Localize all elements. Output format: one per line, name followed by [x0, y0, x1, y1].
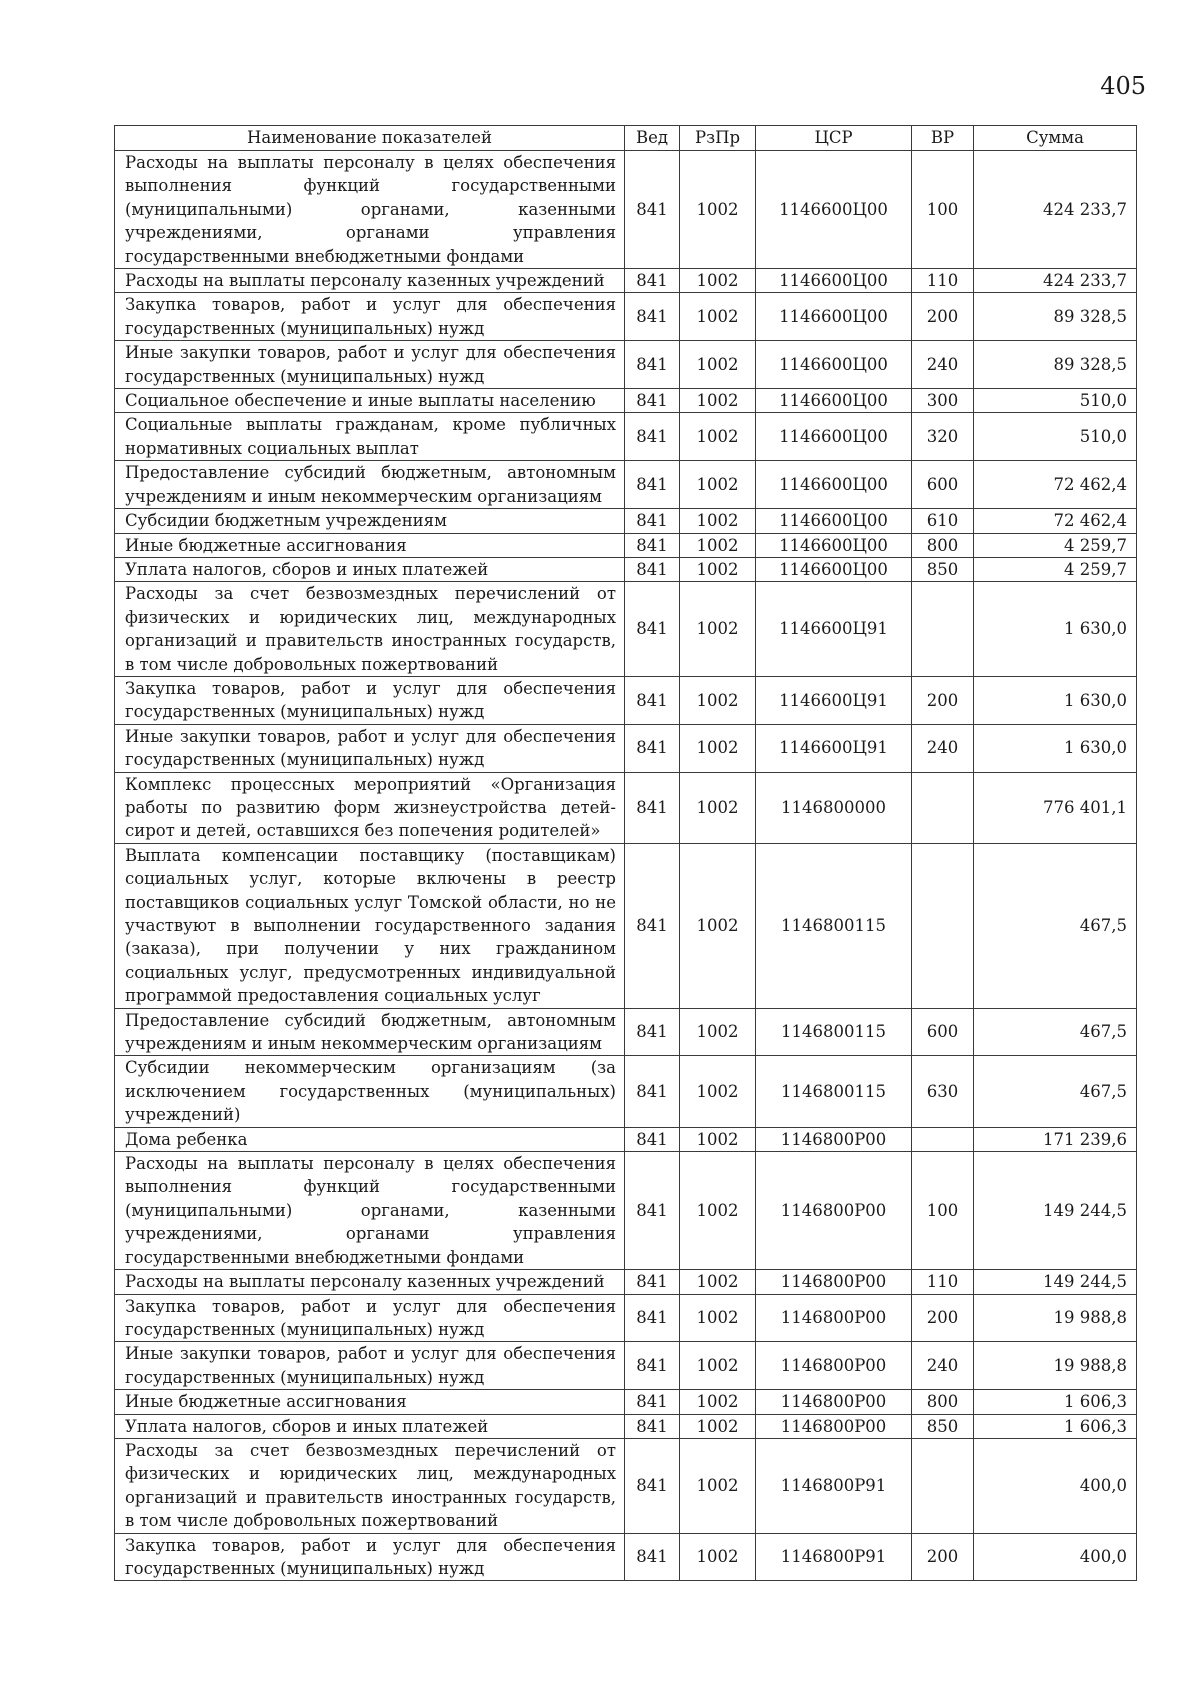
- cell-sum: 89 328,5: [974, 341, 1137, 389]
- cell-name: Иные закупки товаров, работ и услуг для обеспечения государственных (муниципальных) нужд: [115, 341, 625, 389]
- cell-sum: 776 401,1: [974, 772, 1137, 843]
- cell-sum: 149 244,5: [974, 1152, 1137, 1270]
- cell-rzpr: 1002: [680, 1533, 756, 1581]
- table-row: [115, 843, 1137, 1008]
- cell-name: Расходы на выплаты персоналу казенных учреждений: [115, 269, 625, 293]
- cell-ved: 841: [625, 843, 680, 1008]
- cell-rzpr: 1002: [680, 151, 756, 269]
- cell-vr: 240: [912, 341, 974, 389]
- cell-vr: 600: [912, 1008, 974, 1056]
- cell-csr: 1146600Ц00: [756, 269, 912, 293]
- table-row: [115, 1342, 1137, 1390]
- cell-name: Иные бюджетные ассигнования: [115, 533, 625, 557]
- cell-name: Закупка товаров, работ и услуг для обеспечения государственных (муниципальных) нужд: [115, 676, 625, 724]
- cell-vr: 240: [912, 724, 974, 772]
- cell-sum: 400,0: [974, 1438, 1137, 1533]
- table-row: [115, 582, 1137, 677]
- cell-sum: 510,0: [974, 389, 1137, 413]
- cell-rzpr: 1002: [680, 1294, 756, 1342]
- cell-csr: 1146600Ц00: [756, 151, 912, 269]
- cell-csr: 1146600Ц00: [756, 389, 912, 413]
- cell-sum: 424 233,7: [974, 269, 1137, 293]
- cell-rzpr: 1002: [680, 1152, 756, 1270]
- table-row: [115, 293, 1137, 341]
- cell-ved: 841: [625, 724, 680, 772]
- cell-vr: 100: [912, 151, 974, 269]
- cell-sum: 149 244,5: [974, 1270, 1137, 1294]
- cell-csr: 1146600Ц00: [756, 413, 912, 461]
- cell-name: Субсидии бюджетным учреждениям: [115, 509, 625, 533]
- cell-rzpr: 1002: [680, 582, 756, 677]
- cell-name: Закупка товаров, работ и услуг для обеспечения государственных (муниципальных) нужд: [115, 293, 625, 341]
- cell-csr: 1146800000: [756, 772, 912, 843]
- cell-sum: 467,5: [974, 1056, 1137, 1127]
- cell-rzpr: 1002: [680, 509, 756, 533]
- cell-name: Закупка товаров, работ и услуг для обеспечения государственных (муниципальных) нужд: [115, 1294, 625, 1342]
- cell-ved: 841: [625, 557, 680, 581]
- cell-csr: 1146800115: [756, 1056, 912, 1127]
- cell-sum: 1 630,0: [974, 582, 1137, 677]
- cell-name: Иные закупки товаров, работ и услуг для обеспечения государственных (муниципальных) нужд: [115, 724, 625, 772]
- cell-vr: 300: [912, 389, 974, 413]
- table-row: [115, 1056, 1137, 1127]
- table-body: [115, 151, 1137, 1581]
- table-row: [115, 341, 1137, 389]
- table-row: [115, 772, 1137, 843]
- cell-name: Расходы на выплаты персоналу в целях обеспечения выполнения функций государственными (муниципальными) органами, казенными учреждениями, органами управления государственными внебюджетными фондами: [115, 1152, 625, 1270]
- cell-csr: 1146600Ц00: [756, 341, 912, 389]
- table-row: [115, 1438, 1137, 1533]
- cell-sum: 467,5: [974, 1008, 1137, 1056]
- table-row: [115, 724, 1137, 772]
- cell-ved: 841: [625, 1294, 680, 1342]
- cell-sum: 72 462,4: [974, 461, 1137, 509]
- cell-ved: 841: [625, 1270, 680, 1294]
- table-row: [115, 1533, 1137, 1581]
- cell-sum: 72 462,4: [974, 509, 1137, 533]
- cell-ved: 841: [625, 461, 680, 509]
- table-row: [115, 389, 1137, 413]
- cell-csr: 1146800Р00: [756, 1390, 912, 1414]
- cell-vr: 320: [912, 413, 974, 461]
- cell-sum: 4 259,7: [974, 557, 1137, 581]
- cell-vr: 850: [912, 1414, 974, 1438]
- cell-rzpr: 1002: [680, 269, 756, 293]
- cell-csr: 1146800Р00: [756, 1270, 912, 1294]
- cell-name: Выплата компенсации поставщику (поставщикам) социальных услуг, которые включены в реестр поставщиков социальных услуг Томской области, но не участвуют в выполнении государственного задания (заказа), при получении у них гражданином социальных услуг, предусмотренных индивидуальной программой предоставления социальных услуг: [115, 843, 625, 1008]
- cell-name: Социальные выплаты гражданам, кроме публичных нормативных социальных выплат: [115, 413, 625, 461]
- header-name: Наименование показателей: [115, 126, 625, 151]
- cell-name: Иные закупки товаров, работ и услуг для обеспечения государственных (муниципальных) нужд: [115, 1342, 625, 1390]
- cell-name: Закупка товаров, работ и услуг для обеспечения государственных (муниципальных) нужд: [115, 1533, 625, 1581]
- cell-rzpr: 1002: [680, 843, 756, 1008]
- cell-vr: 630: [912, 1056, 974, 1127]
- cell-name: Уплата налогов, сборов и иных платежей: [115, 557, 625, 581]
- cell-rzpr: 1002: [680, 293, 756, 341]
- cell-name: Уплата налогов, сборов и иных платежей: [115, 1414, 625, 1438]
- cell-vr: 240: [912, 1342, 974, 1390]
- cell-name: Расходы на выплаты персоналу в целях обеспечения выполнения функций государственными (муниципальными) органами, казенными учреждениями, органами управления государственными внебюджетными фондами: [115, 151, 625, 269]
- table-row: [115, 676, 1137, 724]
- cell-sum: 1 606,3: [974, 1390, 1137, 1414]
- cell-rzpr: 1002: [680, 413, 756, 461]
- cell-csr: 1146800115: [756, 843, 912, 1008]
- cell-csr: 1146600Ц00: [756, 461, 912, 509]
- cell-ved: 841: [625, 1127, 680, 1151]
- cell-csr: 1146800Р00: [756, 1294, 912, 1342]
- cell-ved: 841: [625, 772, 680, 843]
- cell-ved: 841: [625, 582, 680, 677]
- budget-table: [114, 125, 1137, 1581]
- cell-csr: 1146600Ц91: [756, 676, 912, 724]
- cell-csr: 1146800Р00: [756, 1152, 912, 1270]
- cell-rzpr: 1002: [680, 1127, 756, 1151]
- cell-vr: 800: [912, 1390, 974, 1414]
- cell-sum: 1 630,0: [974, 724, 1137, 772]
- header-ved: Вед: [625, 126, 680, 151]
- cell-vr: 600: [912, 461, 974, 509]
- cell-rzpr: 1002: [680, 1390, 756, 1414]
- cell-rzpr: 1002: [680, 1056, 756, 1127]
- cell-csr: 1146800Р91: [756, 1533, 912, 1581]
- cell-rzpr: 1002: [680, 389, 756, 413]
- table-row: [115, 1270, 1137, 1294]
- cell-csr: 1146600Ц00: [756, 509, 912, 533]
- cell-vr: 800: [912, 533, 974, 557]
- table-row: [115, 1008, 1137, 1056]
- cell-rzpr: 1002: [680, 772, 756, 843]
- cell-ved: 841: [625, 413, 680, 461]
- page-number: 405: [1100, 72, 1146, 100]
- table-row: [115, 151, 1137, 269]
- cell-ved: 841: [625, 676, 680, 724]
- cell-ved: 841: [625, 533, 680, 557]
- cell-csr: 1146600Ц00: [756, 533, 912, 557]
- cell-csr: 1146800Р91: [756, 1438, 912, 1533]
- cell-sum: 467,5: [974, 843, 1137, 1008]
- cell-csr: 1146800115: [756, 1008, 912, 1056]
- cell-rzpr: 1002: [680, 341, 756, 389]
- cell-vr: 100: [912, 1152, 974, 1270]
- cell-ved: 841: [625, 1533, 680, 1581]
- header-sum: Сумма: [974, 126, 1137, 151]
- cell-ved: 841: [625, 1390, 680, 1414]
- cell-sum: 1 606,3: [974, 1414, 1137, 1438]
- table-row: [115, 413, 1137, 461]
- cell-name: Социальное обеспечение и иные выплаты населению: [115, 389, 625, 413]
- cell-sum: 400,0: [974, 1533, 1137, 1581]
- cell-csr: 1146600Ц00: [756, 557, 912, 581]
- cell-ved: 841: [625, 269, 680, 293]
- cell-csr: 1146600Ц91: [756, 582, 912, 677]
- cell-rzpr: 1002: [680, 1438, 756, 1533]
- cell-ved: 841: [625, 151, 680, 269]
- table-row: [115, 269, 1137, 293]
- cell-name: Дома ребенка: [115, 1127, 625, 1151]
- cell-vr: 200: [912, 1533, 974, 1581]
- cell-vr: 200: [912, 676, 974, 724]
- cell-rzpr: 1002: [680, 1342, 756, 1390]
- cell-name: Предоставление субсидий бюджетным, автономным учреждениям и иным некоммерческим организациям: [115, 1008, 625, 1056]
- cell-ved: 841: [625, 341, 680, 389]
- cell-ved: 841: [625, 1414, 680, 1438]
- cell-sum: 4 259,7: [974, 533, 1137, 557]
- cell-vr: [912, 1438, 974, 1533]
- cell-ved: 841: [625, 1152, 680, 1270]
- cell-name: Расходы за счет безвозмездных перечислений от физических и юридических лиц, международных организаций и правительств иностранных государств, в том числе добровольных пожертвований: [115, 582, 625, 677]
- table-row: [115, 557, 1137, 581]
- cell-vr: [912, 772, 974, 843]
- cell-ved: 841: [625, 1008, 680, 1056]
- cell-sum: 19 988,8: [974, 1342, 1137, 1390]
- cell-rzpr: 1002: [680, 533, 756, 557]
- cell-name: Расходы за счет безвозмездных перечислений от физических и юридических лиц, международных организаций и правительств иностранных государств, в том числе добровольных пожертвований: [115, 1438, 625, 1533]
- cell-sum: 19 988,8: [974, 1294, 1137, 1342]
- cell-csr: 1146600Ц00: [756, 293, 912, 341]
- cell-name: Субсидии некоммерческим организациям (за исключением государственных (муниципальных) учреждений): [115, 1056, 625, 1127]
- cell-csr: 1146800Р00: [756, 1127, 912, 1151]
- cell-ved: 841: [625, 509, 680, 533]
- cell-vr: 610: [912, 509, 974, 533]
- table-header: [115, 126, 1137, 151]
- header-row: [115, 126, 1137, 151]
- cell-ved: 841: [625, 389, 680, 413]
- cell-csr: 1146800Р00: [756, 1414, 912, 1438]
- table-row: [115, 533, 1137, 557]
- cell-vr: 200: [912, 293, 974, 341]
- table-row: [115, 461, 1137, 509]
- cell-name: Предоставление субсидий бюджетным, автономным учреждениям и иным некоммерческим организациям: [115, 461, 625, 509]
- table-row: [115, 1152, 1137, 1270]
- cell-name: Расходы на выплаты персоналу казенных учреждений: [115, 1270, 625, 1294]
- cell-vr: 850: [912, 557, 974, 581]
- cell-vr: [912, 582, 974, 677]
- cell-ved: 841: [625, 1342, 680, 1390]
- header-csr: ЦСР: [756, 126, 912, 151]
- cell-csr: 1146800Р00: [756, 1342, 912, 1390]
- table-row: [115, 1127, 1137, 1151]
- header-vr: ВР: [912, 126, 974, 151]
- cell-name: Иные бюджетные ассигнования: [115, 1390, 625, 1414]
- cell-ved: 841: [625, 1438, 680, 1533]
- table-row: [115, 509, 1137, 533]
- table-row: [115, 1390, 1137, 1414]
- table-row: [115, 1414, 1137, 1438]
- cell-sum: 171 239,6: [974, 1127, 1137, 1151]
- header-rzpr: РзПр: [680, 126, 756, 151]
- cell-sum: 510,0: [974, 413, 1137, 461]
- cell-ved: 841: [625, 1056, 680, 1127]
- cell-vr: 110: [912, 1270, 974, 1294]
- cell-sum: 89 328,5: [974, 293, 1137, 341]
- cell-vr: 110: [912, 269, 974, 293]
- table-row: [115, 1294, 1137, 1342]
- cell-vr: [912, 843, 974, 1008]
- cell-name: Комплекс процессных мероприятий «Организация работы по развитию форм жизнеустройства детей-сирот и детей, оставшихся без попечения родителей»: [115, 772, 625, 843]
- cell-ved: 841: [625, 293, 680, 341]
- cell-rzpr: 1002: [680, 1414, 756, 1438]
- cell-vr: [912, 1127, 974, 1151]
- cell-rzpr: 1002: [680, 557, 756, 581]
- cell-rzpr: 1002: [680, 461, 756, 509]
- cell-sum: 424 233,7: [974, 151, 1137, 269]
- cell-rzpr: 1002: [680, 724, 756, 772]
- cell-sum: 1 630,0: [974, 676, 1137, 724]
- cell-rzpr: 1002: [680, 1270, 756, 1294]
- cell-vr: 200: [912, 1294, 974, 1342]
- cell-rzpr: 1002: [680, 676, 756, 724]
- cell-csr: 1146600Ц91: [756, 724, 912, 772]
- cell-rzpr: 1002: [680, 1008, 756, 1056]
